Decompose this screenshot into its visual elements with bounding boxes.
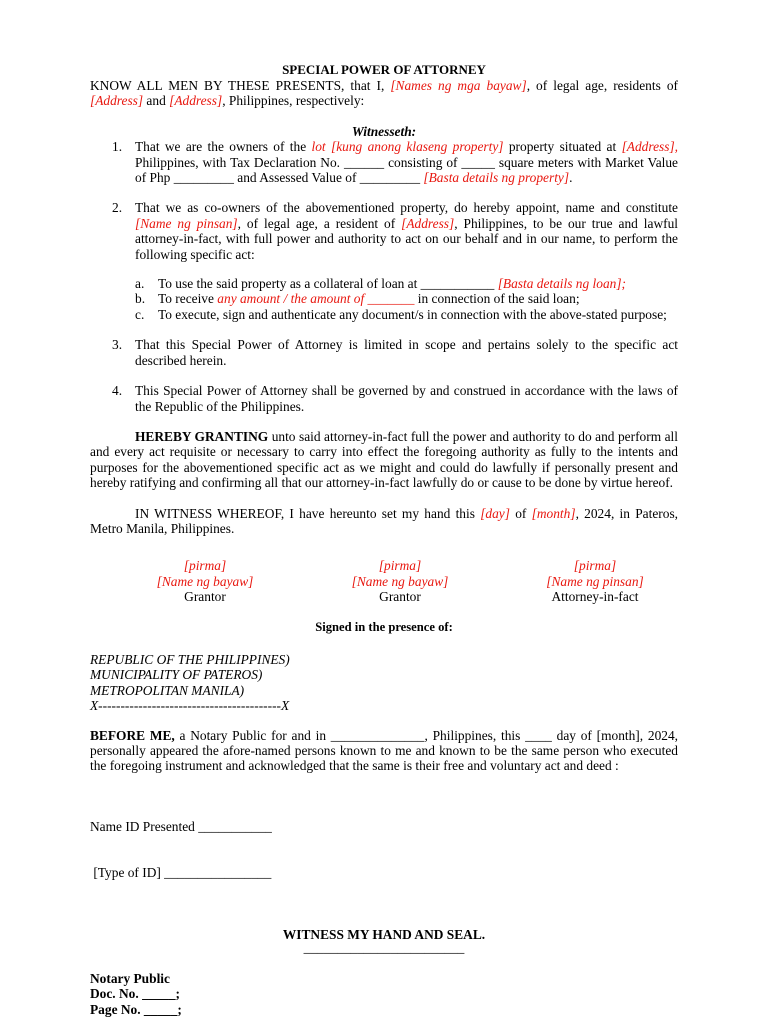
whereof-text: of bbox=[509, 505, 532, 521]
specific-acts-list bbox=[90, 276, 678, 322]
placeholder-signature: [pirma] bbox=[378, 558, 422, 574]
signatory bbox=[130, 558, 280, 604]
venue-line: MUNICIPALITY OF PATEROS) bbox=[90, 667, 263, 683]
placeholder-loan-details: [Basta details ng loan]; bbox=[497, 276, 627, 292]
signatory bbox=[520, 558, 670, 604]
id-block bbox=[90, 788, 678, 911]
clause-text: That we are the owners of the bbox=[135, 139, 312, 155]
acknowledgment-text: a Notary Public for and in ______________, Philippines, this ____ day of [month], 2024, personally appeared the afore-named persons known to me and known to be the same person who executed the foregoing instrument and acknowledged that the same is their free and voluntary act and deed : bbox=[90, 727, 679, 774]
acknowledgment-paragraph bbox=[90, 728, 678, 774]
intro-text: and bbox=[143, 93, 170, 109]
granting-lead: HEREBY GRANTING bbox=[135, 428, 269, 444]
intro-text: , Philippines, respectively: bbox=[222, 93, 365, 109]
placeholder-property-type: lot [kung anong klaseng property] bbox=[311, 139, 504, 155]
notary-block bbox=[90, 971, 678, 1017]
placeholder-property-details: [Basta details ng property] bbox=[423, 170, 570, 186]
clause-item bbox=[90, 337, 678, 368]
clause-text: . bbox=[569, 170, 573, 186]
act-text: To receive bbox=[158, 291, 218, 307]
act-text: in connection of the said loan; bbox=[414, 291, 580, 307]
act-letter: c. bbox=[135, 306, 145, 322]
notary-title: Notary Public bbox=[90, 970, 170, 986]
clause-number: 3. bbox=[112, 337, 123, 353]
act-letter: b. bbox=[135, 291, 146, 307]
placeholder-signatory-name: [Name ng pinsan] bbox=[546, 573, 644, 589]
placeholder-address-2: [Address] bbox=[169, 93, 223, 109]
placeholder-month: [month] bbox=[531, 505, 576, 521]
specific-act-item bbox=[90, 276, 678, 291]
clause-text: , Philippines, to be our true and lawful attorney-in-fact, with full power and authority to act on our behalf and in our name, to perform the following specific act: bbox=[135, 215, 678, 262]
clause-item bbox=[90, 200, 678, 262]
clauses-list bbox=[90, 139, 678, 262]
signatory-role: Grantor bbox=[184, 589, 226, 605]
clause-text: , of legal age, a resident of bbox=[237, 215, 402, 231]
placeholder-names: [Names ng mga bayaw] bbox=[390, 78, 527, 93]
signatory bbox=[325, 558, 475, 604]
placeholder-address: [Address], bbox=[621, 139, 678, 155]
specific-act-item bbox=[90, 307, 678, 322]
placeholder-address-1: [Address] bbox=[90, 93, 144, 109]
clause-number: 2. bbox=[112, 200, 123, 216]
placeholder-signatory-name: [Name ng bayaw] bbox=[351, 573, 449, 589]
id-presented-line: Name ID Presented ___________ bbox=[90, 818, 272, 834]
intro-text: , of legal age, residents of bbox=[526, 78, 678, 93]
granting-paragraph bbox=[90, 429, 678, 491]
placeholder-day: [day] bbox=[480, 505, 510, 521]
clause-text: This Special Power of Attorney shall be governed by and construed in accordance with the laws of the Republic of the Philippines. bbox=[135, 383, 678, 414]
clause-item bbox=[90, 383, 678, 414]
clause-number: 4. bbox=[112, 383, 123, 399]
id-type-line: [Type of ID] ________________ bbox=[90, 864, 272, 880]
act-letter: a. bbox=[135, 276, 145, 292]
granting-text: unto said attorney-in-fact full the power and authority to do and perform all and every act requisite or necessary to carry into effect the foregoing authority as fully to the intents and purposes for the abovementioned specific act as we might and could do lawfully if personally present and hereby ratifying and confirming all that our attorney-in-fact lawfully do or cause to be done by virtue hereof. bbox=[90, 428, 678, 491]
act-text: To use the said property as a collateral of loan at ___________ bbox=[158, 276, 498, 292]
placeholder-signature: [pirma] bbox=[573, 558, 617, 574]
witness-seal-heading: WITNESS MY HAND AND SEAL. bbox=[282, 927, 486, 943]
venue-line: REPUBLIC OF THE PHILIPPINES) bbox=[90, 651, 290, 667]
clause-item bbox=[90, 139, 678, 185]
clauses-list-continued bbox=[90, 337, 678, 414]
venue-line: METROPOLITAN MANILA) bbox=[90, 682, 245, 698]
clause-text: property situated at bbox=[503, 139, 622, 155]
whereof-text: IN WITNESS WHEREOF, I have hereunto set my hand this bbox=[135, 505, 481, 521]
seal-signature-line: ________________________ bbox=[303, 940, 465, 956]
placeholder-address: [Address] bbox=[401, 215, 455, 231]
intro-text: KNOW ALL MEN BY THESE PRESENTS, that I, bbox=[90, 78, 391, 93]
intro-paragraph bbox=[90, 78, 678, 109]
signature-block bbox=[90, 558, 670, 604]
act-text: To execute, sign and authenticate any document/s in connection with the above-stated purpose; bbox=[158, 306, 667, 322]
signatory-role: Grantor bbox=[379, 589, 421, 605]
doc-number: Doc. No. _____; bbox=[90, 986, 181, 1002]
placeholder-amount: any amount / the amount of _______ bbox=[217, 291, 415, 307]
clause-number: 1. bbox=[112, 139, 123, 155]
whereof-text: , 2024, in Pateros, Metro Manila, Philippines. bbox=[90, 505, 678, 536]
presence-heading: Signed in the presence of: bbox=[315, 619, 453, 634]
placeholder-signatory-name: [Name ng bayaw] bbox=[156, 573, 254, 589]
acknowledgment-lead: BEFORE ME, bbox=[90, 727, 175, 743]
document-title: SPECIAL POWER OF ATTORNEY bbox=[282, 62, 486, 77]
signatory-role: Attorney-in-fact bbox=[551, 589, 639, 605]
clause-text: That this Special Power of Attorney is limited in scope and pertains solely to the specific act described herein. bbox=[135, 337, 678, 368]
venue-divider: X-----------------------------------------X bbox=[90, 698, 290, 714]
witnesseth-heading: Witnesseth: bbox=[351, 123, 417, 139]
venue-block bbox=[90, 652, 678, 714]
clause-text: Philippines, with Tax Declaration No. ______ consisting of _____ square meters with Market Value of Php _________ and Assessed Value of _________ bbox=[135, 154, 678, 186]
witness-whereof-paragraph bbox=[90, 506, 678, 537]
specific-act-item bbox=[90, 291, 678, 306]
document-page bbox=[90, 62, 678, 1017]
placeholder-signature: [pirma] bbox=[183, 558, 227, 574]
page-number: Page No. _____; bbox=[90, 1001, 182, 1017]
clause-text: That we as co-owners of the abovementioned property, do hereby appoint, name and constitute bbox=[135, 200, 678, 216]
placeholder-attorney-name: [Name ng pinsan] bbox=[135, 215, 238, 231]
